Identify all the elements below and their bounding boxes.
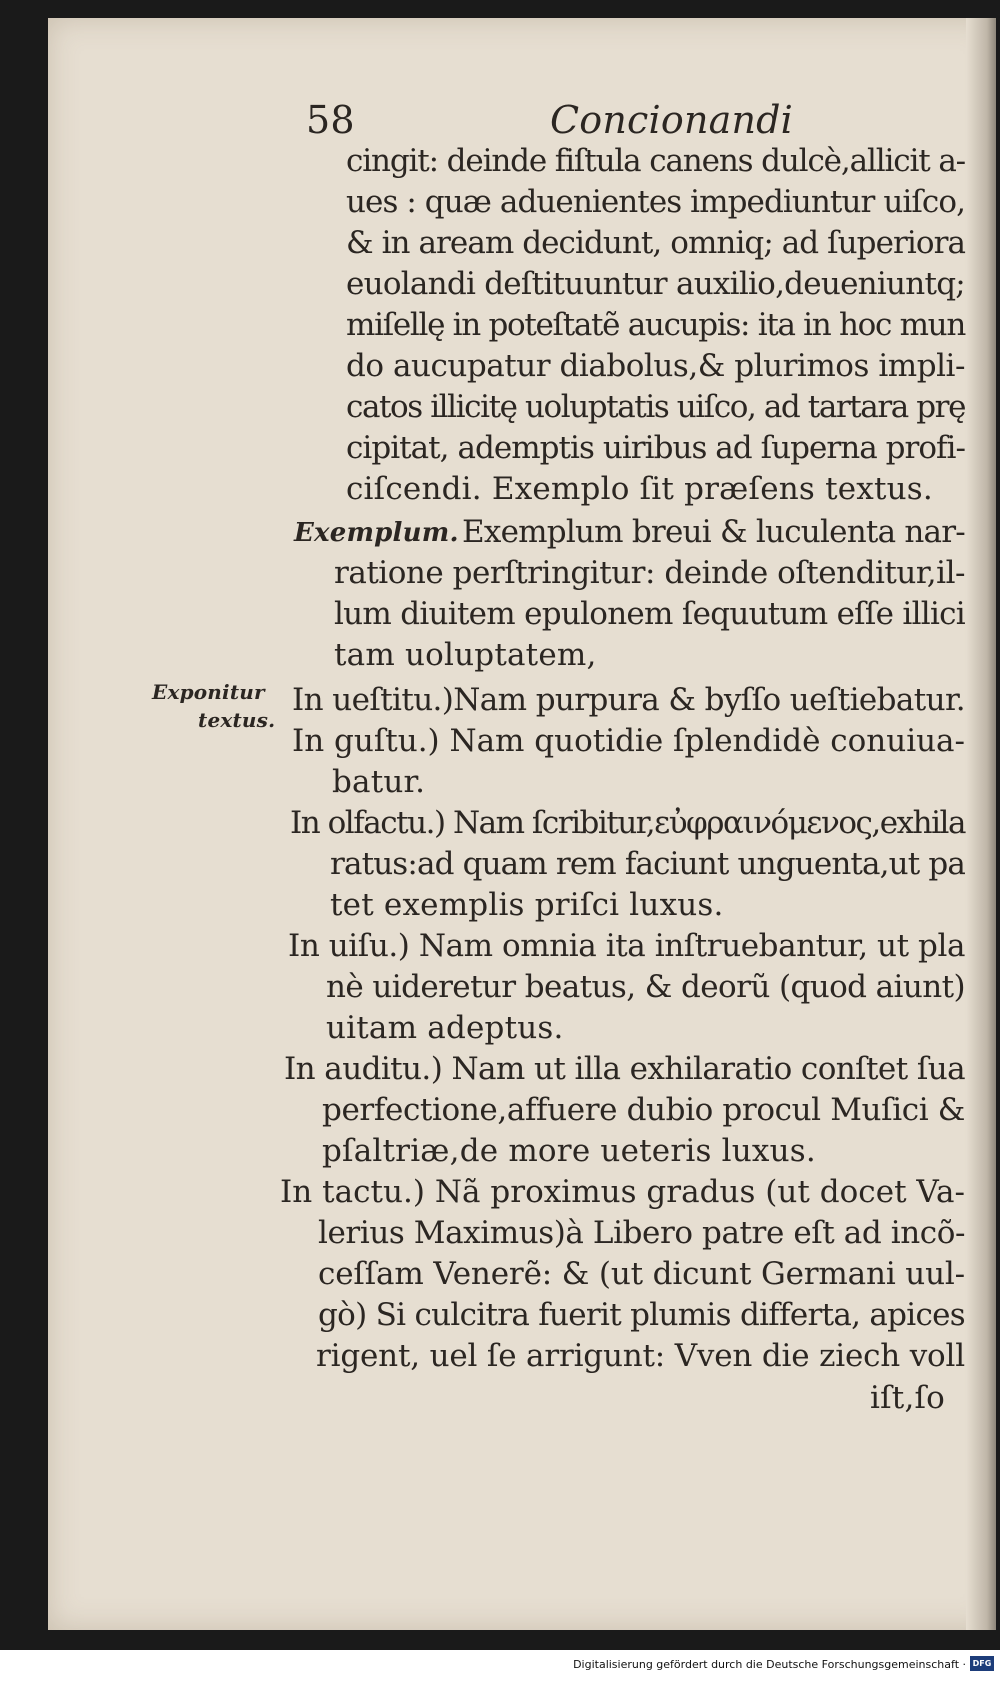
text-line: euolandi deſtituuntur auxilio,deueniuntq; (346, 266, 965, 302)
text-line: ratus:ad quam rem faciunt unguenta,ut pa (330, 846, 965, 882)
margin-note: textus. (198, 708, 276, 732)
dfg-logo: DFG (970, 1656, 994, 1671)
running-title: Concionandi (550, 98, 794, 142)
text-line: ciſcendi. Exemplo ſit præſens textus. (346, 471, 933, 507)
text-line: tam uoluptatem, (334, 637, 597, 673)
text-line: In olfactu.) Nam ſcribitur,εὐφραινόμενος,exhila (290, 805, 965, 841)
text-line: In auditu.) Nam ut illa exhilaratio conſtet ſua (284, 1051, 965, 1087)
text-line: do aucupatur diabolus,& plurimos impli- (346, 348, 965, 384)
page-edge (966, 18, 996, 1630)
text-line: ratione perſtringitur: deinde oſtenditur,il- (334, 555, 965, 591)
text-line: gò) Si culcitra fuerit plumis differta, apices (318, 1297, 965, 1333)
catchword: iſt,ſo (870, 1380, 946, 1416)
text-line: lerius Maximus)à Libero patre eſt ad incõ- (318, 1215, 965, 1251)
text-line: In ueſtitu.)Nam purpura & byſſo ueſtiebatur. (292, 682, 965, 718)
text-line: nè uideretur beatus, & deorũ (quod aiunt) (326, 969, 965, 1005)
text-line: In uiſu.) Nam omnia ita inſtruebantur, ut pla (288, 928, 965, 964)
text-line: batur. (332, 764, 426, 800)
text-line: Exemplum breui & luculenta nar- (462, 514, 965, 550)
margin-note: Exponitur (152, 680, 265, 704)
text-line: ceſſam Venerẽ: & (ut dicunt Germani uul- (318, 1256, 965, 1292)
text-line: catos illicitę uoluptatis uiſco, ad tartara prę (346, 389, 965, 425)
text-line: lum diuitem epulonem ſequutum eſſe illici (334, 596, 965, 632)
text-line: cipitat, ademptis uiribus ad ſuperna profi- (346, 430, 965, 466)
text-line: tet exemplis priſci luxus. (330, 887, 724, 923)
text-line: miſellę in poteſtatẽ aucupis: ita in hoc mun (346, 307, 965, 343)
shoulder-heading: Exemplum. (294, 518, 459, 548)
page-number: 58 (306, 98, 355, 142)
text-line: cingit: deinde fiſtula canens dulcè,allicit a- (346, 143, 965, 179)
text-line: perfectione,affuere dubio procul Muſici & (322, 1092, 965, 1128)
text-line: In guſtu.) Nam quotidie ſplendidè conuiua- (292, 723, 965, 759)
text-line: pſaltriæ,de more ueteris luxus. (322, 1133, 816, 1169)
text-line: & in aream decidunt, omniq; ad ſuperiora (346, 225, 965, 261)
text-line: ues : quæ aduenientes impediuntur uiſco, (346, 184, 965, 220)
text-line: In tactu.) Nã proximus gradus (ut docet Va- (280, 1174, 965, 1210)
credit-bar (0, 1650, 1000, 1681)
credit-text: Digitalisierung gefördert durch die Deutsche Forschungsgemeinschaft · (573, 1658, 966, 1671)
text-line: uitam adeptus. (326, 1010, 564, 1046)
text-line: rigent, uel ſe arrigunt: Vven die ziech voll (316, 1338, 965, 1374)
